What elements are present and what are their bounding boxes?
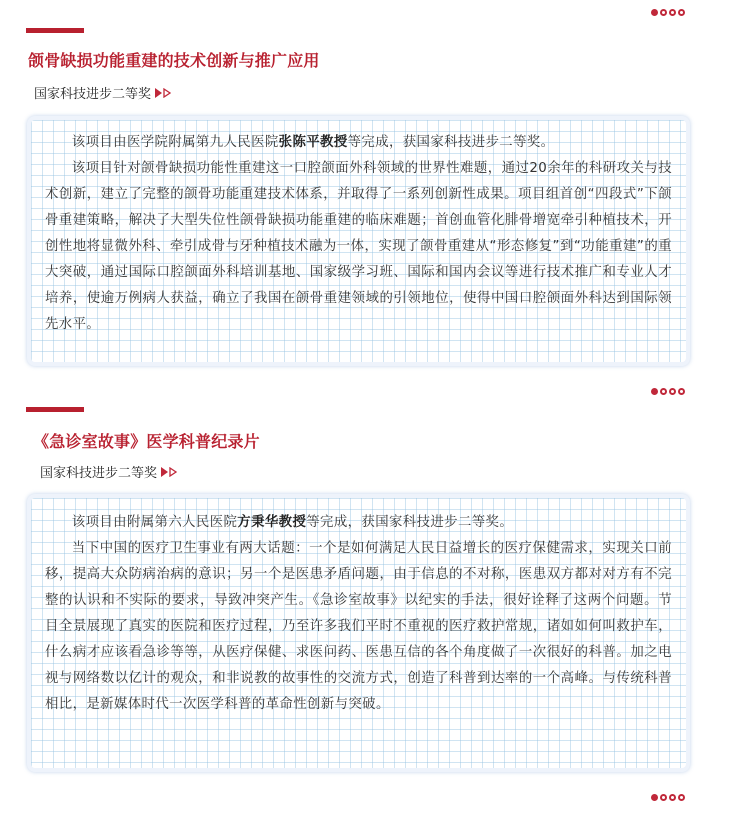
dot-icon — [678, 794, 685, 801]
intro-paragraph: 该项目由医学院附属第九人民医院张陈平教授等完成，获国家科技进步二等奖。 — [71, 135, 555, 150]
dot-icon — [669, 9, 676, 16]
dot-icon — [678, 9, 685, 16]
award-text: 国家科技进步二等奖 — [34, 87, 152, 102]
body-paragraph: 当下中国的医疗卫生事业有两大话题：一个是如何满足人民日益增长的医疗保健需求，实现关口前移，提高大众防病治病的意识；另一个是医患矛盾问题，由于信息的不对称，医患双方都对对方有不完整的认识和不实际的要求，导致冲突产生。《急诊室故事》以纪实的手法，很好诠释了这两个问题。节目全景展现了真实的医院和医疗过程，乃至许多我们平时不重视的医疗救护常规，诸如如何叫救护车，什么病才应该看急诊等等，从医疗保健、求医问药、医患互信的各个角度做了一次很好的科普。加之电视与网络数以亿计的观众，和非说教的故事性的交流方式，创造了科普到达率的一个高峰。与传统科普相比，是新媒体时代一次医学科普的革命性创新与突破。 — [45, 541, 672, 712]
content-card — [27, 494, 690, 772]
dot-icon — [669, 794, 676, 801]
award-label — [40, 462, 177, 481]
award-label — [34, 83, 171, 102]
dot-icon — [651, 794, 658, 801]
section-accent-bar — [26, 28, 84, 33]
body-paragraph: 该项目针对颌骨缺损功能性重建这一口腔颌面外科领域的世界性难题，通过20余年的科研攻关与技术创新，建立了完整的颌骨功能重建技术体系，并取得了一系列创新性成果。项目组首创“四段式”下颌骨重建策略，解决了大型失位性颌骨缺损功能重建的临床难题；首创血管化腓骨增宽牵引种植技术，开创性地将显微外科、牵引成骨与牙种植技术融为一体，实现了颌骨重建从“形态修复”到“功能重建”的重大突破，通过国际口腔颌面外科培训基地、国家级学习班、国际和国内会议等进行技术推广和专业人才培养，使逾万例病人获益，确立了我国在颌骨重建领域的引领地位，使得中国口腔颌面外科达到国际领先水平。 — [45, 161, 672, 332]
dot-icon — [678, 388, 685, 395]
decorative-dots-top — [651, 9, 685, 16]
intro-paragraph: 该项目由附属第六人民医院方秉华教授等完成，获国家科技进步二等奖。 — [71, 515, 514, 530]
section-title: 《急诊室故事》医学科普纪录片 — [33, 432, 260, 451]
content-card — [27, 116, 690, 366]
decorative-dots-bottom — [651, 794, 685, 801]
section-accent-bar — [26, 407, 84, 412]
decorative-dots-mid — [651, 388, 685, 395]
person-name: 方秉华教授 — [237, 515, 307, 530]
dot-icon — [660, 9, 667, 16]
dot-icon — [651, 388, 658, 395]
dot-icon — [660, 388, 667, 395]
dot-icon — [660, 794, 667, 801]
section-title: 颌骨缺损功能重建的技术创新与推广应用 — [28, 51, 320, 70]
play-arrows-icon — [155, 88, 171, 98]
dot-icon — [669, 388, 676, 395]
person-name: 张陈平教授 — [278, 135, 348, 150]
award-text: 国家科技进步二等奖 — [40, 466, 158, 481]
dot-icon — [651, 9, 658, 16]
play-arrows-icon — [161, 467, 177, 477]
